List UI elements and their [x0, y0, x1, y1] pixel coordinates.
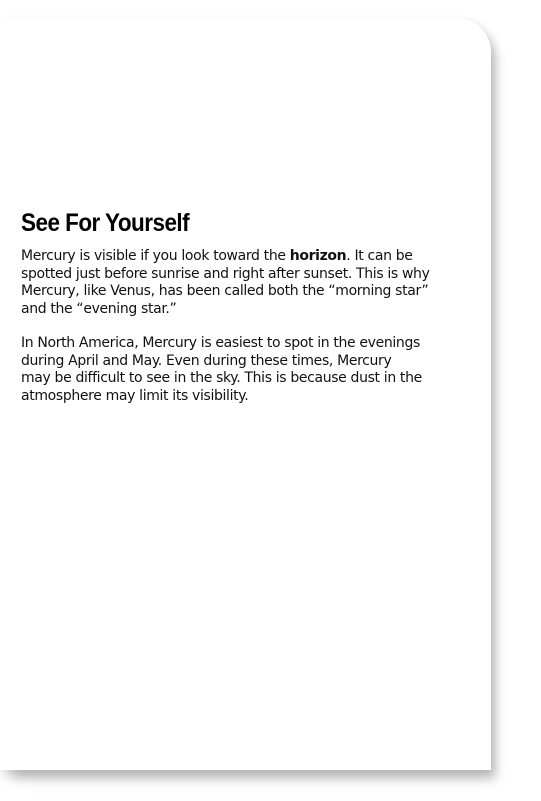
paragraph-north-america: [21, 335, 441, 405]
text-segment: . It can be: [346, 248, 413, 264]
text-line: [21, 248, 441, 266]
text-segment: Mercury is visible if you look toward the: [21, 248, 290, 264]
text-line: Mercury, like Venus, has been called both the “morning star”: [21, 283, 429, 299]
section-heading: See For Yourself: [21, 209, 190, 237]
text-line: In North America, Mercury is easiest to spot in the evenings: [21, 335, 420, 351]
paragraph-horizon: [21, 248, 441, 318]
text-line: may be difficult to see in the sky. This is because dust in the: [21, 370, 422, 386]
section-content: [21, 207, 441, 405]
bold-term-horizon: horizon: [289, 248, 347, 264]
text-line: spotted just before sunrise and right after sunset. This is why: [21, 265, 430, 282]
text-line: during April and May. Even during these times, Mercury: [21, 352, 392, 369]
text-line: atmosphere may limit its visibility.: [21, 387, 249, 404]
text-line: and the “evening star.”: [21, 300, 177, 317]
